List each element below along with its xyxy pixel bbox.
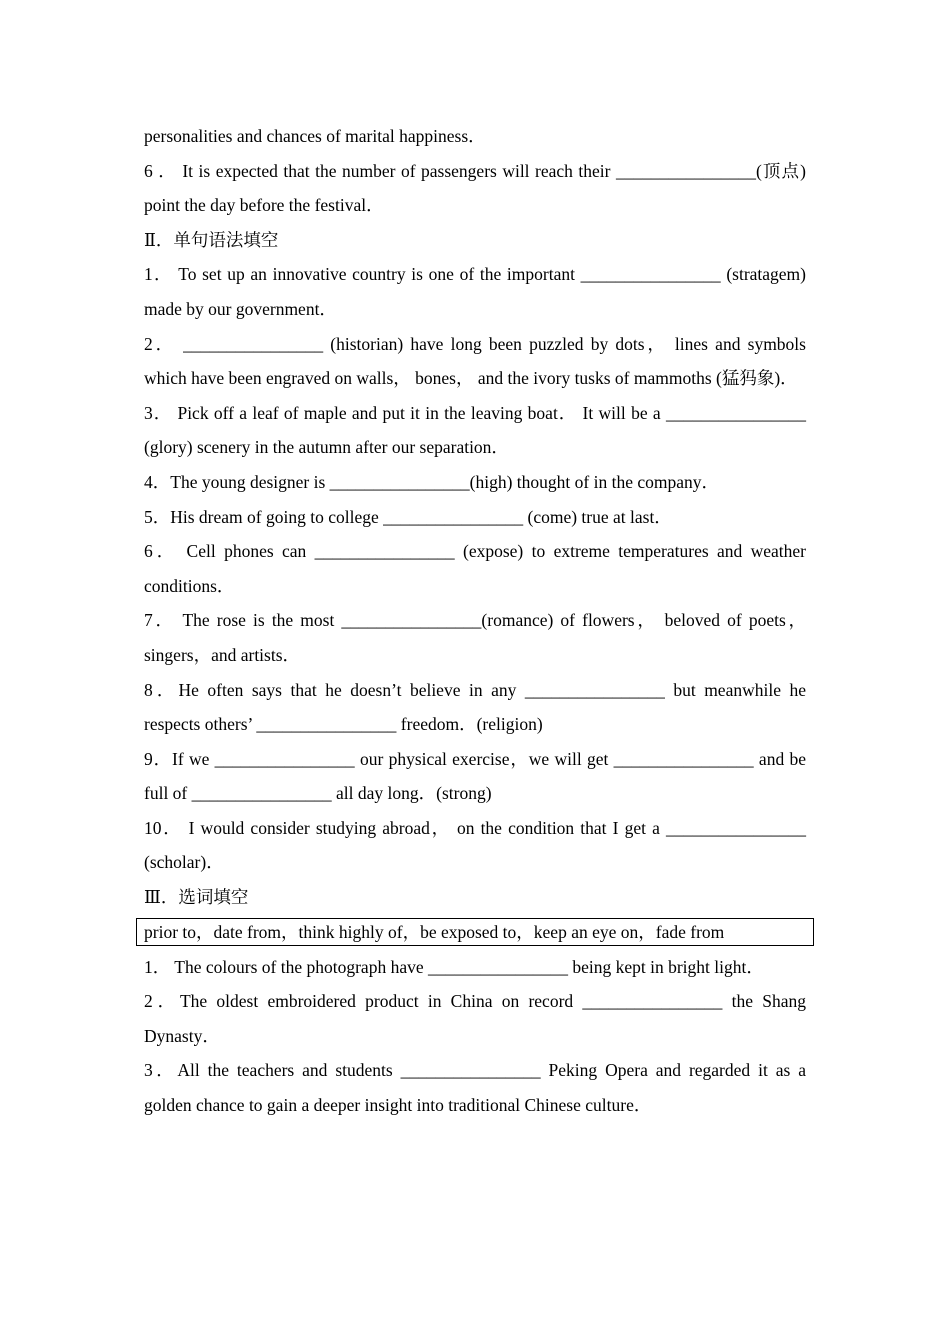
- exercise-item: 8．He often says that he doesn’t believe in any ________________ but meanwhile he respects others’ ________________ freedom．(religion): [144, 679, 806, 735]
- exercise-item: 4．The young designer is ________________(high) thought of in the company．: [144, 471, 719, 492]
- exercise-item: 6． Cell phones can ________________ (expose) to extreme temperatures and weather conditions．: [144, 541, 806, 596]
- exercise-item: 2．The oldest embroidered product in China on record ________________ the Shang Dynasty．: [144, 991, 806, 1046]
- exercise-item: 9．If we ________________ our physical exercise，we will get ________________ and be full of ________________ all day long．(strong): [144, 748, 806, 804]
- exercise-item: 3． Pick off a leaf of maple and put it in the leaving boat． It will be a ________________ (glory) scenery in the autumn after our separation．: [144, 402, 806, 458]
- exercise-item: 1． To set up an innovative country is one of the important ________________ (stratagem) made by our government．: [144, 264, 806, 319]
- word-bank-box: prior to，date from，think highly of，be exposed to，keep an eye on，fade from: [136, 918, 814, 946]
- exercise-item: 5．His dream of going to college ________________ (come) true at last．: [144, 506, 672, 527]
- section-heading-grammar: Ⅱ．单句语法填空: [144, 229, 279, 250]
- exercise-item: 10． I would consider studying abroad， on the condition that I get a ________________ (scholar)．: [144, 817, 806, 873]
- continued-text: personalities and chances of marital happiness．: [144, 126, 486, 146]
- section-heading-word-choice: Ⅲ．选词填空: [144, 887, 249, 908]
- exercise-item: 6 ． It is expected that the number of passengers will reach their ________________(顶点) point the day before the festival．: [144, 160, 806, 216]
- exercise-item: 1． The colours of the photograph have ________________ being kept in bright light．: [144, 956, 764, 977]
- exercise-item: 7． The rose is the most ________________(romance) of flowers， beloved of poets，singers，and artists．: [144, 610, 806, 665]
- exercise-item: 2． ________________ (historian) have long been puzzled by dots， lines and symbols which have been engraved on walls， bones， and the ivory tusks of mammoths (猛犸象)．: [144, 333, 806, 389]
- worksheet-page: [144, 119, 806, 1123]
- exercise-item: 3．All the teachers and students ________________ Peking Opera and regarded it as a golden chance to gain a deeper insight into traditional Chinese culture．: [144, 1060, 806, 1116]
